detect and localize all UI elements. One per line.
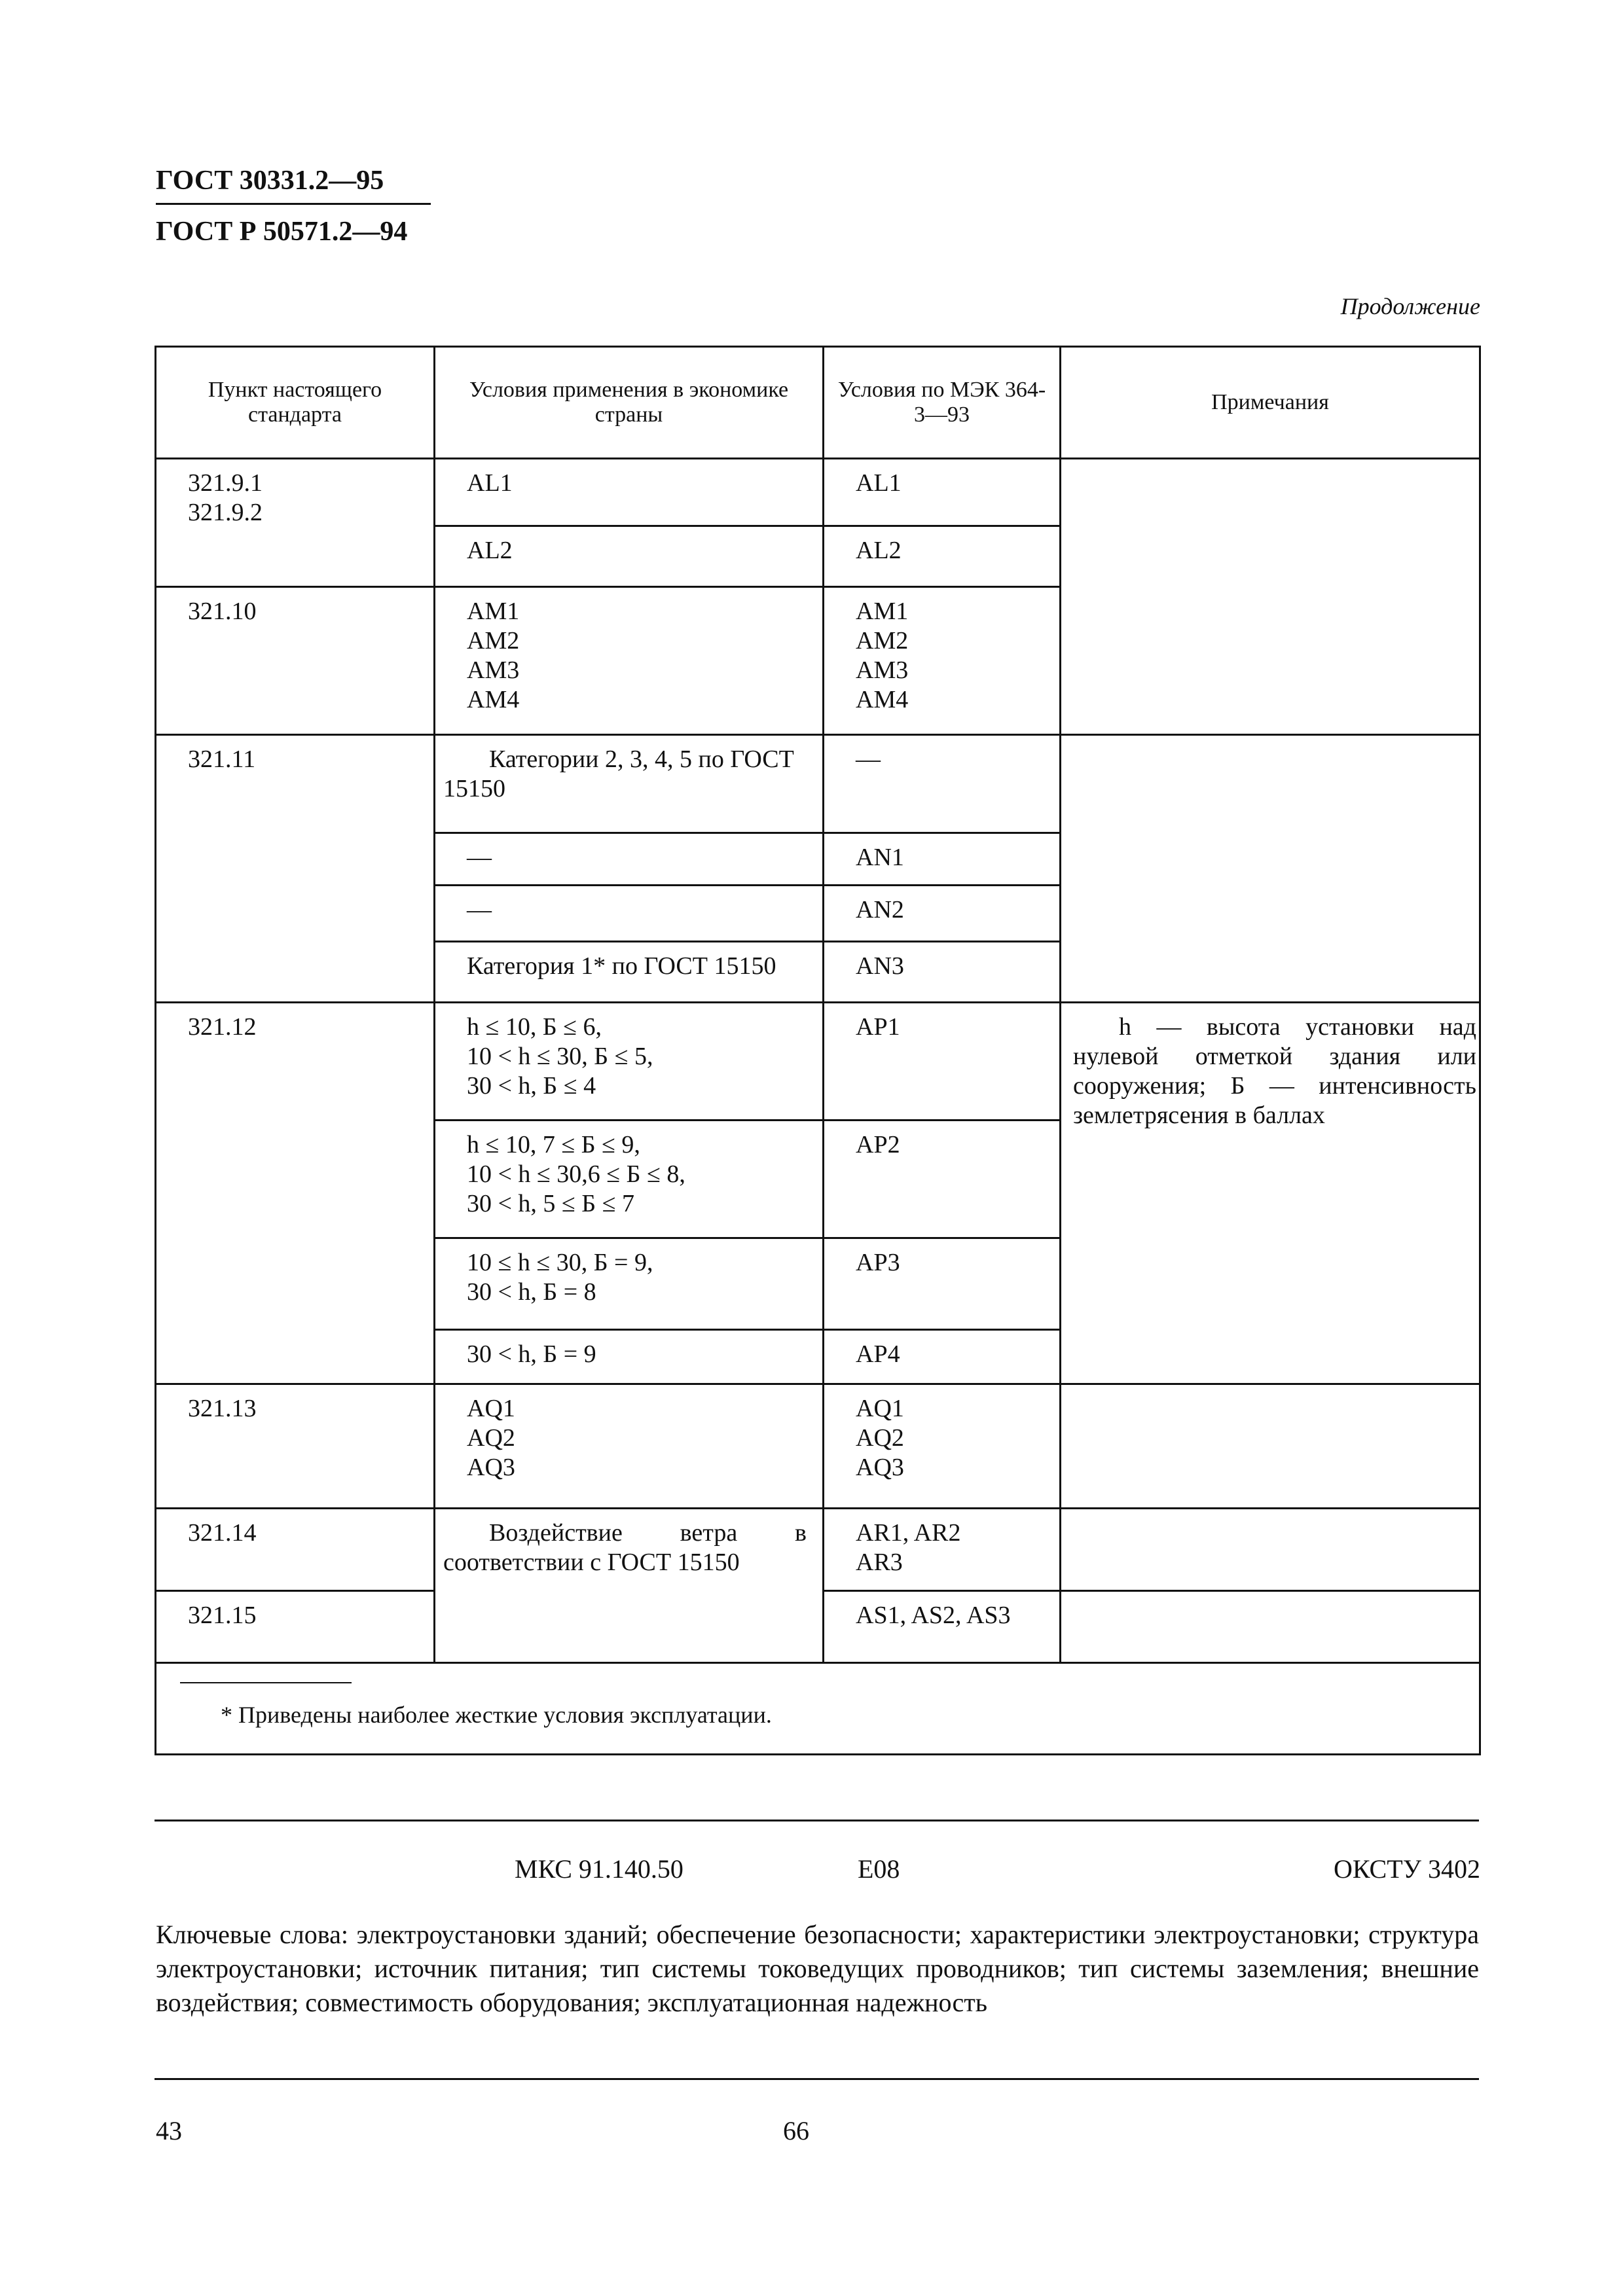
- iec-cell: [824, 886, 1061, 942]
- condition-text: 10 ≤ h ≤ 30, Б = 9,: [467, 1249, 653, 1276]
- national-cell: [435, 587, 824, 735]
- condition-code: AL2: [467, 537, 513, 564]
- clause-number: 321.9.1: [188, 469, 263, 497]
- condition-code: AM2: [467, 627, 520, 655]
- iec-cell: [824, 587, 1061, 735]
- iec-cell: [824, 526, 1061, 587]
- standard-number-1: ГОСТ 30331.2—95: [156, 166, 384, 196]
- national-cell: [435, 459, 824, 526]
- iec-cell: [824, 1121, 1061, 1238]
- conditions-table: [155, 346, 1481, 1755]
- national-cell: [435, 886, 824, 942]
- condition-text: Категория 1* по ГОСТ 15150: [467, 952, 776, 980]
- column-header-notes: Примечания: [1061, 347, 1480, 459]
- iec-cell: [824, 1238, 1061, 1330]
- national-cell: [435, 1509, 824, 1663]
- condition-text: Категории 2, 3, 4, 5 по ГОСТ 15150: [443, 745, 794, 802]
- iec-cell: [824, 1591, 1061, 1663]
- standard-number-2: ГОСТ Р 50571.2—94: [156, 217, 408, 247]
- iec-code: AP1: [856, 1013, 900, 1041]
- condition-code: AL1: [467, 469, 513, 497]
- column-header-iec: Условия по МЭК 364-3—93: [824, 347, 1061, 459]
- clause-number: 321.13: [188, 1395, 257, 1422]
- iec-cell: [824, 833, 1061, 886]
- notes-cell: [1061, 1384, 1480, 1509]
- table-row: [156, 1509, 1480, 1591]
- keywords-paragraph: Ключевые слова: электроустановки зданий; обеспечение безопасности; характеристики электроустановки; структура электроустановки; источник питания; тип системы токоведущих проводников; тип системы заземления; внешние воздействия; совместимость оборудования; эксплуатационная надежность: [156, 1920, 1479, 2017]
- footnote-rule: [180, 1682, 352, 1683]
- clause-cell: [156, 587, 435, 735]
- iec-code: AM1: [856, 598, 909, 625]
- condition-text: Воздействие ветра в соответствии с ГОСТ 15150: [443, 1519, 807, 1576]
- condition-code: AQ1: [467, 1395, 515, 1422]
- clause-cell: [156, 459, 435, 587]
- iec-code: AP2: [856, 1131, 900, 1158]
- notes-cell: [1061, 735, 1480, 1003]
- section-rule: [155, 1820, 1479, 1821]
- clause-cell: [156, 1591, 435, 1663]
- table-header-row: [156, 347, 1480, 459]
- clause-number: 321.14: [188, 1519, 257, 1547]
- note-text: h — высота установки над нулевой отметкой здания или сооружения; Б — интенсивность землетрясения в баллах: [1073, 1013, 1476, 1129]
- national-cell: [435, 526, 824, 587]
- national-cell: [435, 1330, 824, 1384]
- condition-code: AQ3: [467, 1454, 515, 1481]
- notes-cell: [1061, 1509, 1480, 1591]
- table-row: [156, 1003, 1480, 1121]
- table-row: [156, 735, 1480, 833]
- footnote-cell: [156, 1663, 1480, 1755]
- notes-cell: [1061, 1591, 1480, 1663]
- footnote-row: [156, 1663, 1480, 1755]
- condition-text: 30 < h, Б ≤ 4: [467, 1072, 596, 1100]
- iec-cell: [824, 942, 1061, 1003]
- continuation-label: Продолжение: [1340, 293, 1480, 319]
- table-row: [156, 459, 1480, 526]
- iec-code: AP3: [856, 1249, 900, 1276]
- iec-cell: [824, 1330, 1061, 1384]
- clause-cell: [156, 1509, 435, 1591]
- condition-code: AM4: [467, 686, 520, 713]
- clause-number: 321.12: [188, 1013, 257, 1041]
- clause-cell: [156, 1384, 435, 1509]
- iec-code: AQ2: [856, 1424, 904, 1452]
- condition-text: 30 < h, Б = 8: [467, 1278, 596, 1306]
- iec-code: AM3: [856, 656, 909, 684]
- iec-code: AQ1: [856, 1395, 904, 1422]
- table-row: [156, 1384, 1480, 1509]
- iec-code: AN2: [856, 896, 904, 924]
- national-cell: [435, 942, 824, 1003]
- iec-cell: [824, 1509, 1061, 1591]
- iec-cell: [824, 1003, 1061, 1121]
- iec-code: AL1: [856, 469, 902, 497]
- clause-number: 321.11: [188, 745, 256, 773]
- iec-code: AN3: [856, 952, 904, 980]
- header-rule: [156, 203, 431, 205]
- iec-code: AL2: [856, 537, 902, 564]
- iec-code: AQ3: [856, 1454, 904, 1481]
- iec-code: AR1, AR2: [856, 1519, 961, 1547]
- classification-code: Е08: [858, 1854, 900, 1884]
- condition-text: h ≤ 10, 7 ≤ Б ≤ 9,: [467, 1131, 640, 1158]
- national-cell: [435, 833, 824, 886]
- iec-code: —: [856, 745, 881, 773]
- page-number-center: 66: [783, 2116, 809, 2145]
- national-cell: [435, 1003, 824, 1121]
- condition-code: AQ2: [467, 1424, 515, 1452]
- iec-code: AR3: [856, 1549, 903, 1576]
- footnote-text: * Приведены наиболее жесткие условия эксплуатации.: [221, 1702, 772, 1728]
- iec-code: AM4: [856, 686, 909, 713]
- page-number-left: 43: [156, 2116, 182, 2145]
- okstu-code: ОКСТУ 3402: [1333, 1854, 1480, 1884]
- iec-code: AM2: [856, 627, 909, 655]
- notes-cell: [1061, 1003, 1480, 1384]
- iec-code: AN1: [856, 844, 904, 871]
- clause-number: 321.10: [188, 598, 257, 625]
- iec-cell: [824, 459, 1061, 526]
- mks-code: МКС 91.140.50: [515, 1854, 684, 1884]
- iec-code: AP4: [856, 1340, 900, 1368]
- clause-number: 321.15: [188, 1602, 257, 1629]
- condition-text: 10 < h ≤ 30, Б ≤ 5,: [467, 1043, 653, 1070]
- clause-cell: [156, 1003, 435, 1384]
- footer-rule: [155, 2078, 1479, 2080]
- condition-code: AM1: [467, 598, 520, 625]
- clause-cell: [156, 735, 435, 1003]
- national-cell: [435, 735, 824, 833]
- condition-text: 30 < h, Б = 9: [467, 1340, 596, 1368]
- condition-text: 10 < h ≤ 30,6 ≤ Б ≤ 8,: [467, 1160, 685, 1188]
- condition-text: h ≤ 10, Б ≤ 6,: [467, 1013, 602, 1041]
- condition-code: —: [467, 896, 492, 924]
- condition-code: —: [467, 844, 492, 871]
- column-header-clause: Пункт настоящего стандарта: [156, 347, 435, 459]
- column-header-national: Условия применения в экономике страны: [435, 347, 824, 459]
- iec-cell: [824, 735, 1061, 833]
- condition-code: AM3: [467, 656, 520, 684]
- national-cell: [435, 1384, 824, 1509]
- national-cell: [435, 1238, 824, 1330]
- clause-number: 321.9.2: [188, 499, 263, 526]
- national-cell: [435, 1121, 824, 1238]
- iec-code: AS1, AS2, AS3: [856, 1602, 1011, 1629]
- condition-text: 30 < h, 5 ≤ Б ≤ 7: [467, 1190, 634, 1217]
- iec-cell: [824, 1384, 1061, 1509]
- notes-cell: [1061, 459, 1480, 735]
